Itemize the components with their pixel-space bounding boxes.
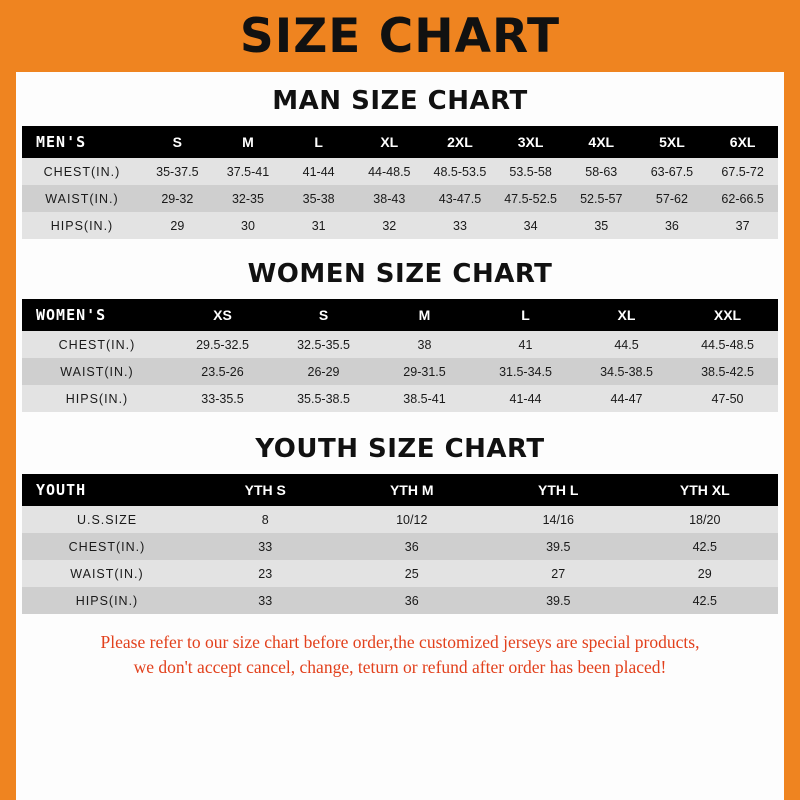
table-header-cell: XL (617, 307, 636, 323)
table-cell: 44-48.5 (368, 164, 411, 179)
table-cell: 38.5-41 (403, 391, 446, 406)
table-cell: 47-50 (711, 391, 744, 406)
table-row (22, 587, 778, 614)
table-cell: 35-38 (302, 191, 335, 206)
table-cell: 29-32 (161, 191, 194, 206)
table-cell: 39.5 (546, 539, 571, 554)
table-cell: 32.5-35.5 (297, 337, 350, 352)
table-cell: 37.5-41 (226, 164, 270, 179)
table-cell: 35.5-38.5 (297, 391, 350, 406)
women-size-table (22, 299, 778, 412)
footer-note (22, 630, 778, 681)
row-label: HIPS(IN.) (50, 218, 114, 233)
table-cell: 38-43 (373, 191, 406, 206)
table-cell: 32-35 (231, 191, 264, 206)
table-cell: 29 (697, 566, 712, 581)
table-row (22, 385, 778, 412)
table-cell: 39.5 (546, 593, 571, 608)
youth-size-table (22, 474, 778, 614)
table-cell: 31.5-34.5 (499, 364, 552, 379)
youth-section-title: YOUTH SIZE CHART (255, 434, 545, 464)
table-cell: 33-35.5 (201, 391, 244, 406)
table-cell: 35 (594, 218, 609, 233)
table-row (22, 185, 778, 212)
row-label: WAIST(IN.) (60, 364, 134, 379)
table-cell: 26-29 (307, 364, 340, 379)
table-header-cell: 3XL (517, 134, 544, 150)
table-header-cell: M (418, 307, 431, 323)
table-cell: 53.5-58 (509, 164, 552, 179)
table-cell: 38.5-42.5 (701, 364, 754, 379)
table-cell: 47.5-52.5 (504, 191, 558, 206)
table-row (22, 560, 778, 587)
table-cell: 42.5 (692, 593, 717, 608)
table-cell: 48.5-53.5 (433, 164, 487, 179)
row-label: CHEST(IN.) (58, 337, 136, 352)
table-header-cell: YTH L (538, 482, 579, 498)
row-label: WAIST(IN.) (45, 191, 119, 206)
table-header-cell: YTH M (389, 482, 434, 498)
table-header-cell: YTH S (244, 482, 286, 498)
table-row (22, 506, 778, 533)
table-cell: 18/20 (689, 512, 721, 527)
table-cell: 52.5-57 (580, 191, 623, 206)
table-header-cell: L (314, 134, 323, 150)
table-cell: 29-31.5 (403, 364, 446, 379)
table-cell: 33 (258, 539, 273, 554)
table-header-cell: YOUTH (36, 481, 87, 499)
table-cell: 57-62 (655, 191, 688, 206)
table-cell: 30 (241, 218, 255, 233)
table-cell: 33 (258, 593, 273, 608)
row-label: U.S.SIZE (76, 512, 138, 527)
table-cell: 41-44 (509, 391, 542, 406)
table-cell: 43-47.5 (438, 191, 482, 206)
table-cell: 44.5-48.5 (701, 337, 754, 352)
table-header-row (22, 474, 778, 506)
table-header-row (22, 126, 778, 158)
table-header-cell: 4XL (588, 134, 615, 150)
table-header-cell: YTH XL (679, 482, 730, 498)
table-cell: 41-44 (302, 164, 335, 179)
table-cell: 42.5 (692, 539, 717, 554)
table-header-cell: L (521, 307, 530, 323)
chart-content (0, 86, 800, 681)
table-cell: 38 (417, 337, 432, 352)
table-cell: 62-66.5 (721, 191, 764, 206)
man-size-table (22, 126, 778, 239)
table-row (22, 533, 778, 560)
table-cell: 31 (311, 218, 326, 233)
table-cell: 34.5-38.5 (600, 364, 653, 379)
table-row (22, 212, 778, 239)
table-cell: 8 (261, 512, 269, 527)
table-header-cell: XS (213, 307, 232, 323)
man-section-title: MAN SIZE CHART (272, 86, 528, 116)
table-header-cell: WOMEN'S (36, 306, 107, 324)
table-cell: 63-67.5 (650, 164, 694, 179)
row-label: HIPS(IN.) (65, 391, 129, 406)
table-cell: 36 (664, 218, 679, 233)
table-header-cell: XL (380, 134, 399, 150)
table-header-cell: 5XL (659, 134, 685, 150)
women-section-title: WOMEN SIZE CHART (247, 259, 553, 289)
row-label: CHEST(IN.) (43, 164, 121, 179)
table-cell: 35-37.5 (156, 164, 199, 179)
table-cell: 36 (404, 593, 419, 608)
table-cell: 32 (382, 218, 397, 233)
table-cell: 23 (258, 566, 273, 581)
table-cell: 34 (523, 218, 538, 233)
page-banner (0, 0, 800, 72)
table-cell: 27 (551, 566, 566, 581)
table-header-cell: S (172, 134, 182, 150)
page-title: SIZE CHART (239, 8, 561, 64)
table-header-row (22, 299, 778, 331)
table-row (22, 331, 778, 358)
table-cell: 44-47 (610, 391, 643, 406)
footer-note-line-1: Please refer to our size chart before order,the customized jerseys are special products, (100, 632, 700, 652)
table-header-cell: MEN'S (36, 133, 87, 151)
table-header-cell: XXL (713, 307, 742, 323)
table-row (22, 358, 778, 385)
row-label: HIPS(IN.) (75, 593, 139, 608)
table-cell: 25 (404, 566, 419, 581)
table-cell: 29.5-32.5 (196, 337, 249, 352)
table-row (22, 158, 778, 185)
table-cell: 41 (518, 337, 533, 352)
table-header-cell: S (318, 307, 329, 323)
table-cell: 33 (453, 218, 467, 233)
table-cell: 29 (170, 218, 185, 233)
table-cell: 37 (735, 218, 750, 233)
row-label: CHEST(IN.) (68, 539, 146, 554)
table-cell: 14/16 (542, 512, 574, 527)
row-label: WAIST(IN.) (70, 566, 144, 581)
table-header-cell: 2XL (447, 134, 473, 150)
table-cell: 10/12 (396, 512, 428, 527)
table-cell: 23.5-26 (201, 364, 244, 379)
table-cell: 36 (404, 539, 419, 554)
table-header-cell: M (242, 134, 254, 150)
table-cell: 67.5-72 (721, 164, 764, 179)
table-cell: 58-63 (585, 164, 618, 179)
table-cell: 44.5 (614, 337, 639, 352)
table-header-cell: 6XL (729, 134, 756, 150)
footer-note-line-2: we don't accept cancel, change, teturn or refund after order has been placed! (133, 657, 667, 678)
